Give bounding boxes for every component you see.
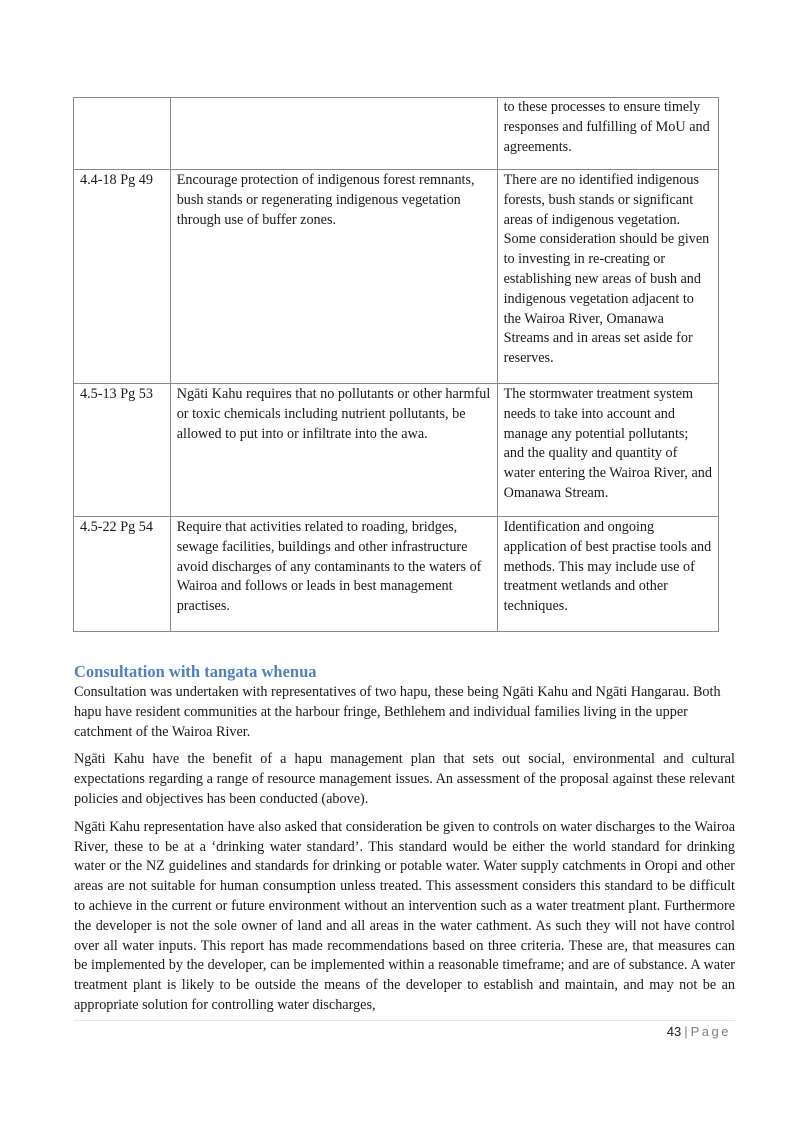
policy-text-cell: [170, 170, 497, 384]
policy-text: Require that activities related to roading, bridges, sewage facilities, buildings and other infrastructure avoid discharges of any contaminants to the waters of Wairoa and follows or leads in best management practises.: [176, 519, 482, 615]
assessment-response: The stormwater treatment system needs to take into account and manage any potential pollutants; and the quality and quantity of water entering the Wairoa River, and Omanawa Stream.: [503, 386, 712, 501]
assessment-response: Identification and ongoing application of best practise tools and methods. This may include use of treatment wetlands and other techniques.: [503, 519, 712, 615]
table-row: [74, 384, 719, 517]
assessment-response: There are no identified indigenous forests, bush stands or significant areas of indigenous vegetation. Some consideration should be given to investing in re-creating or establishing new areas of bush and indigenous vegetation adjacent to the Wairoa River, Omanawa Streams and in areas set aside for reserves.: [503, 172, 710, 367]
policy-text-cell: [170, 517, 497, 632]
policy-text-cell: [170, 384, 497, 517]
policy-reference: 4.4-18 Pg 49: [80, 172, 153, 188]
policy-reference-cell: [74, 384, 171, 517]
policy-assessment-table: [73, 97, 719, 632]
page-separator: |: [684, 1024, 688, 1039]
page-number: 43: [666, 1024, 682, 1039]
policy-text: Encourage protection of indigenous forest remnants, bush stands or regenerating indigenous vegetation through use of buffer zones.: [176, 172, 475, 228]
policy-text-cell: [170, 98, 497, 170]
footer-divider: [74, 1020, 735, 1021]
assessment-response: to these processes to ensure timely responses and fulfilling of MoU and agreements.: [503, 99, 710, 155]
body-paragraph: Consultation was undertaken with representatives of two hapu, these being Ngāti Kahu and Ngāti Hangarau. Both hapu have resident communities at the harbour fringe, Bethlehem and individual families living in the upper catchment of the Wairoa River.: [74, 684, 721, 740]
policy-reference: 4.5-22 Pg 54: [80, 519, 153, 535]
assessment-response-cell: [497, 98, 718, 170]
page-footer: [667, 1024, 731, 1039]
assessment-response-cell: [497, 384, 718, 517]
table-row: [74, 170, 719, 384]
table-row: [74, 98, 719, 170]
policy-reference-cell: [74, 98, 171, 170]
assessment-response-cell: [497, 517, 718, 632]
policy-reference: 4.5-13 Pg 53: [80, 386, 153, 402]
table-row: [74, 517, 719, 632]
consultation-section: [74, 662, 735, 1024]
body-paragraph: Ngāti Kahu representation have also asked that consideration be given to controls on water discharges to the Wairoa River, these to be at a ‘drinking water standard’. This standard would be either the world standard for drinking water or the NZ guidelines and standards for drinking or potable water. Water supply catchments in Oropi and other areas are not suitable for human consumption unless treated. This assessment considers this standard to be difficult to achieve in the current or future environment without an intervention such as a water treatment plant. Furthermore the developer is not the sole owner of land and all areas in the water cathment. As such they will not have control over all water inputs. This report has made recommendations based on three criteria. These are, that measures can be implemented by the developer, can be implemented within a reasonable timeframe; and are of substance. A water treatment plant is likely to be outside the means of the developer to establish and maintain, and may not be an appropriate solution for controlling water discharges,: [74, 818, 735, 1013]
body-paragraph: Ngāti Kahu have the benefit of a hapu management plan that sets out social, environmental and cultural expectations regarding a range of resource management issues. An assessment of the proposal against these relevant policies and objectives has been conducted (above).: [74, 751, 735, 807]
policy-text: Ngāti Kahu requires that no pollutants or other harmful or toxic chemicals including nutrient pollutants, be allowed to put into or infiltrate into the awa.: [176, 386, 491, 442]
assessment-response-cell: [497, 170, 718, 384]
page-label: Page: [690, 1024, 731, 1039]
section-heading: Consultation with tangata whenua: [74, 662, 317, 681]
policy-reference-cell: [74, 517, 171, 632]
policy-reference-cell: [74, 170, 171, 384]
